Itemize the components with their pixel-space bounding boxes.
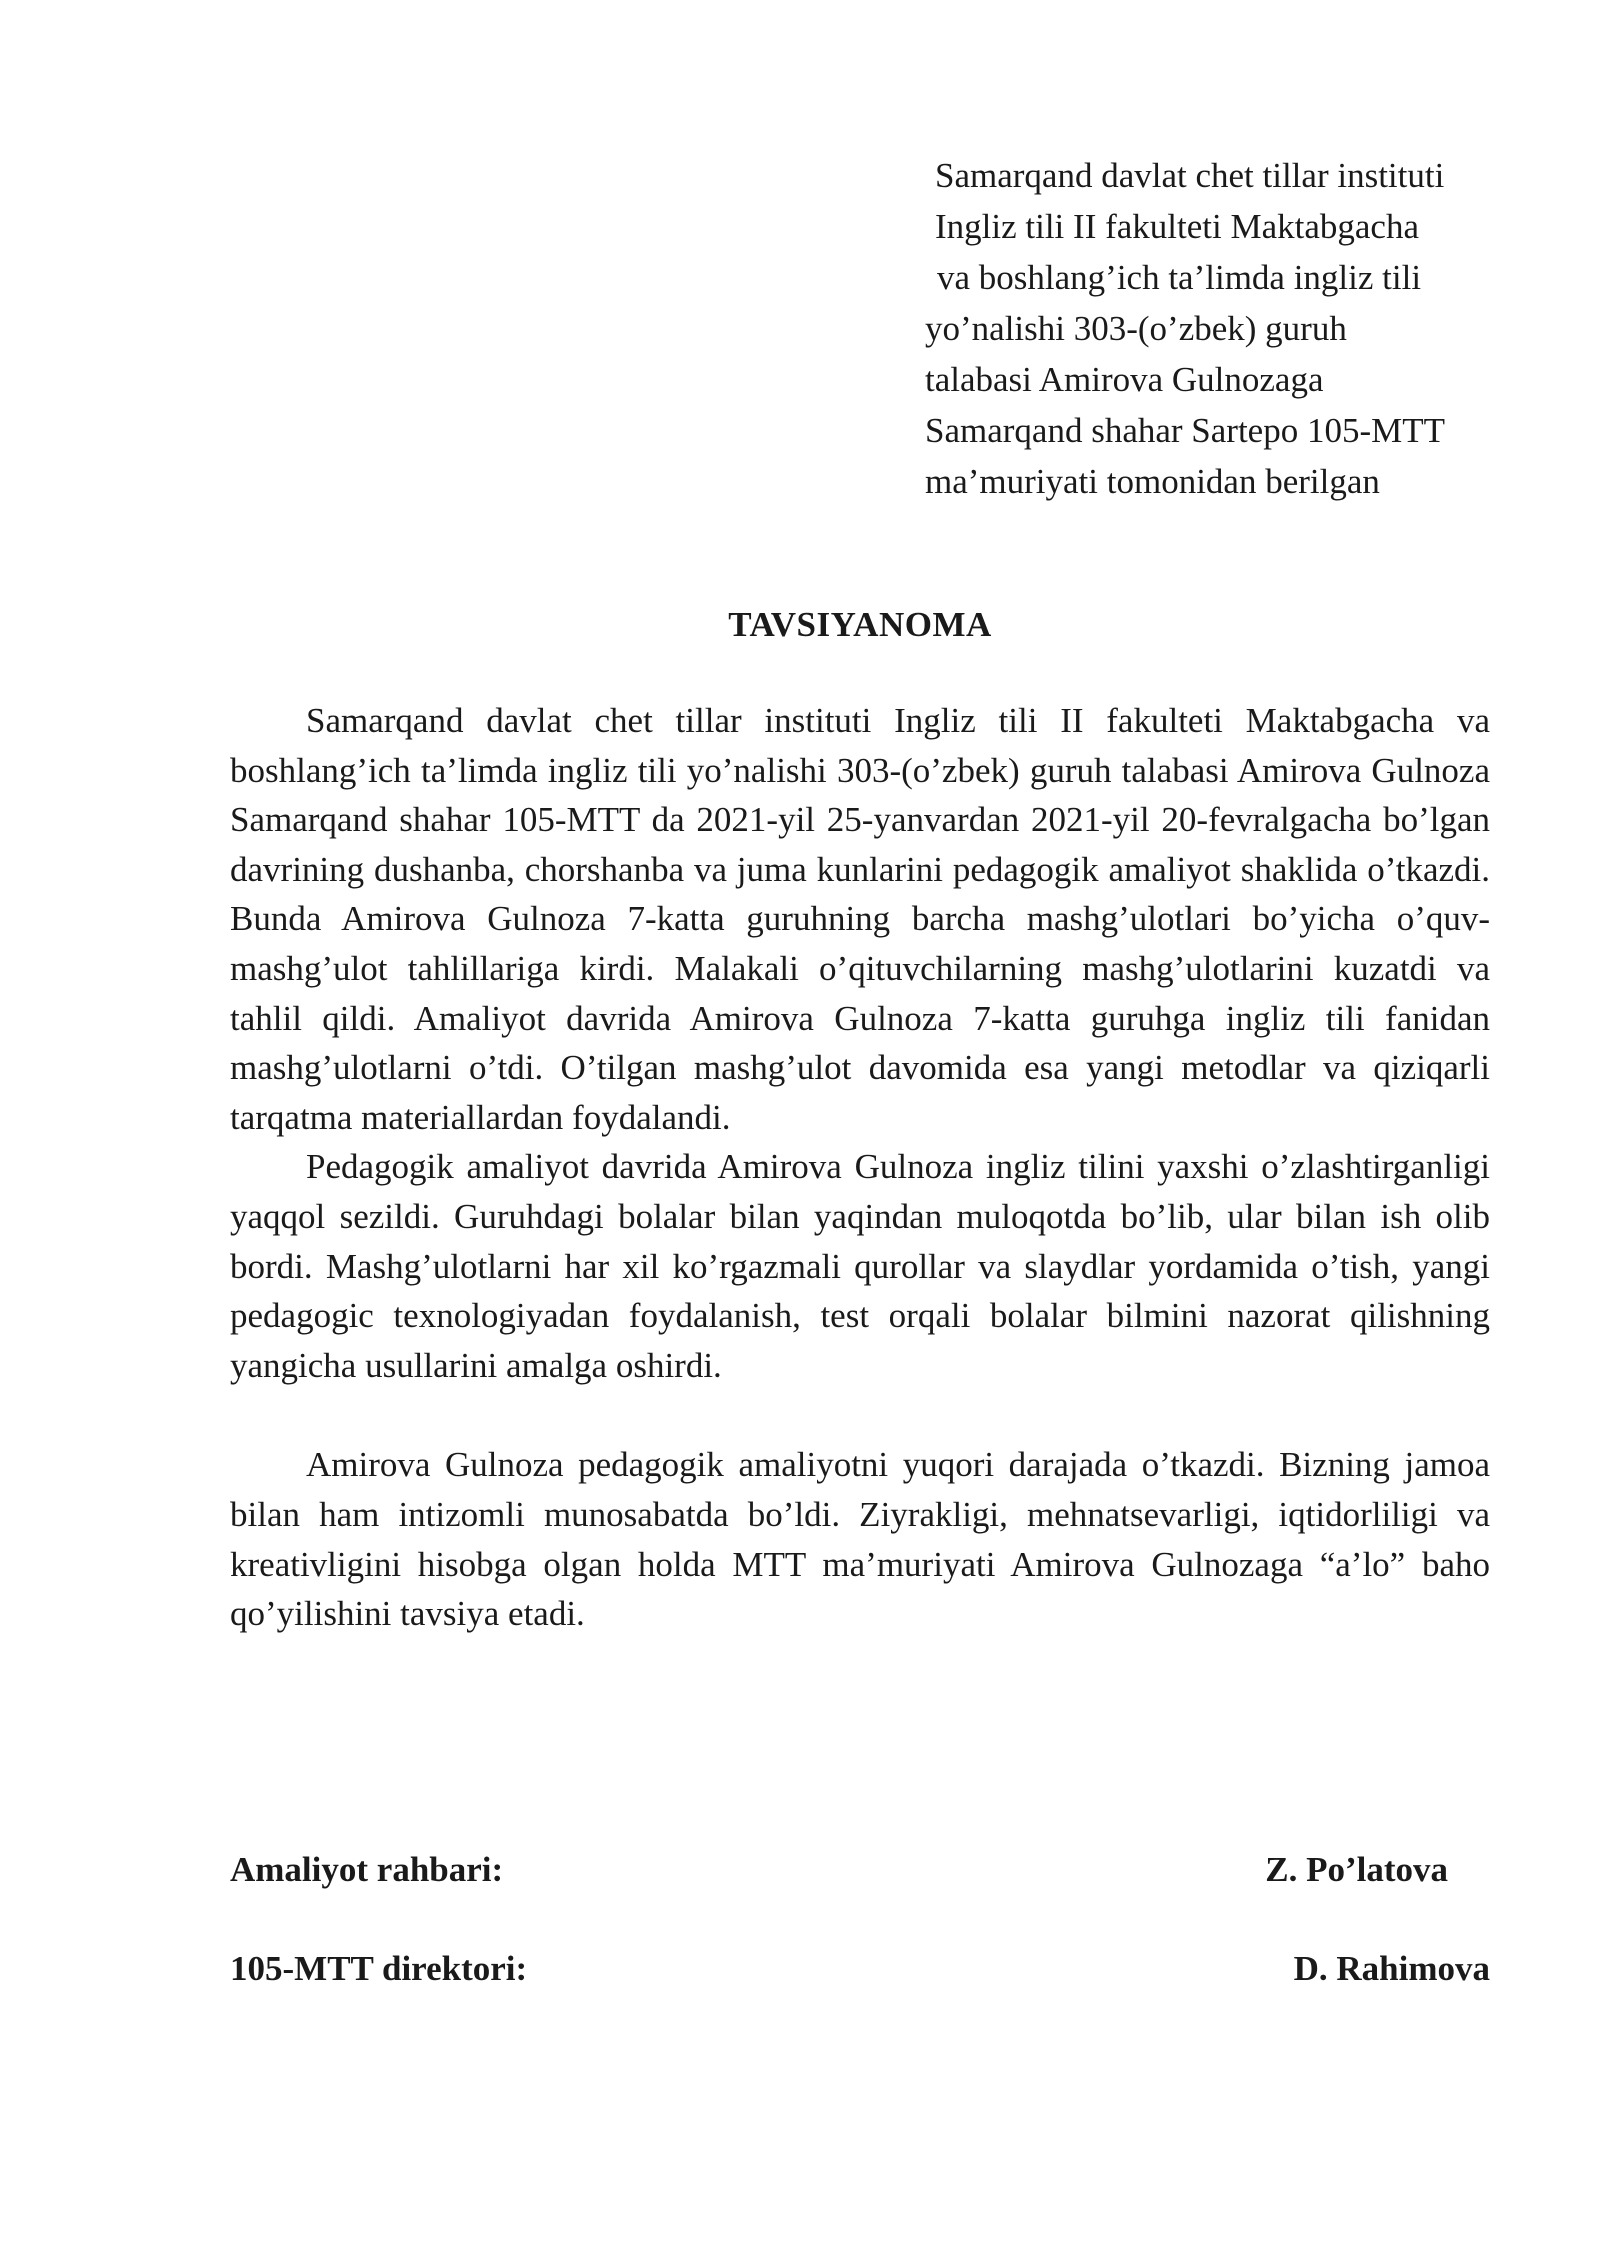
addressee-line: Ingliz tili II fakulteti Maktabgacha <box>935 207 1419 246</box>
signature-role: Amaliyot rahbari: <box>230 1850 504 1889</box>
addressee-line: Samarqand davlat chet tillar instituti <box>935 156 1445 195</box>
addressee-line: Samarqand shahar Sartepo 105-MTT <box>925 411 1445 450</box>
signature-role: 105-MTT direktori: <box>230 1949 528 1988</box>
addressee-block <box>925 150 1545 507</box>
addressee-line: va boshlang’ich ta’limda ingliz tili <box>937 258 1422 297</box>
body-paragraph: Samarqand davlat chet tillar instituti Ingliz tili II fakulteti Maktabgacha va boshlang’ich ta’limda ingliz tili yo’nalishi 303-(o’zbek) guruh talabasi Amirova Gulnoza Samarqand shahar 105-MTT da 2021-yil 25-yanvardan 2021-yil 20-fevralgacha bo’lgan davrining dushanba, chorshanba va juma kunlarini pedagogik amaliyot shaklida o’tkazdi. Bunda Amirova Gulnoza 7-katta guruhning barcha mashg’ulotlari bo’yicha o’quv-mashg’ulot tahlillariga kirdi. Malakali o’qituvchilarning mashg’ulotlarini kuzatdi va tahlil qildi. Amaliyot davrida Amirova Gulnoza 7-katta guruhga ingliz tili fanidan mashg’ulotlarni o’tdi. O’tilgan mashg’ulot davomida esa yangi metodlar va qiziqarli tarqatma materiallardan foydalandi. <box>230 701 1490 1137</box>
signature-row <box>230 1845 1490 1895</box>
addressee-line: talabasi Amirova Gulnozaga <box>925 360 1324 399</box>
addressee-line: yo’nalishi 303-(o’zbek) guruh <box>925 309 1347 348</box>
signature-name: D. Rahimova <box>1293 1949 1490 1988</box>
addressee-line: ma’muriyati tomonidan berilgan <box>925 462 1380 501</box>
document-title: TAVSIYANOMA <box>728 605 992 644</box>
signature-name: Z. Po’latova <box>1265 1850 1448 1889</box>
signature-row <box>230 1944 1490 1994</box>
document-body <box>230 696 1490 1639</box>
body-paragraph: Amirova Gulnoza pedagogik amaliyotni yuqori darajada o’tkazdi. Bizning jamoa bilan ham intizomli munosabatda bo’ldi. Ziyrakligi, mehnatsevarligi, iqtidorliligi va kreativligini hisobga olgan holda MTT ma’muriyati Amirova Gulnozaga “a’lo” baho qo’yilishini tavsiya etadi. <box>230 1445 1490 1634</box>
body-paragraph: Pedagogik amaliyot davrida Amirova Gulnoza ingliz tilini yaxshi o’zlashtirganligi yaqqol sezildi. Guruhdagi bolalar bilan yaqindan muloqotda bo’lib, ular bilan ish olib bordi. Mashg’ulotlarni har xil ko’rgazmali qurollar va slaydlar yordamida o’tish, yangi pedagogic texnologiyadan foydalanish, test orqali bolalar bilmini nazorat qilishning yangicha usullarini amalga oshirdi. <box>230 1147 1490 1385</box>
